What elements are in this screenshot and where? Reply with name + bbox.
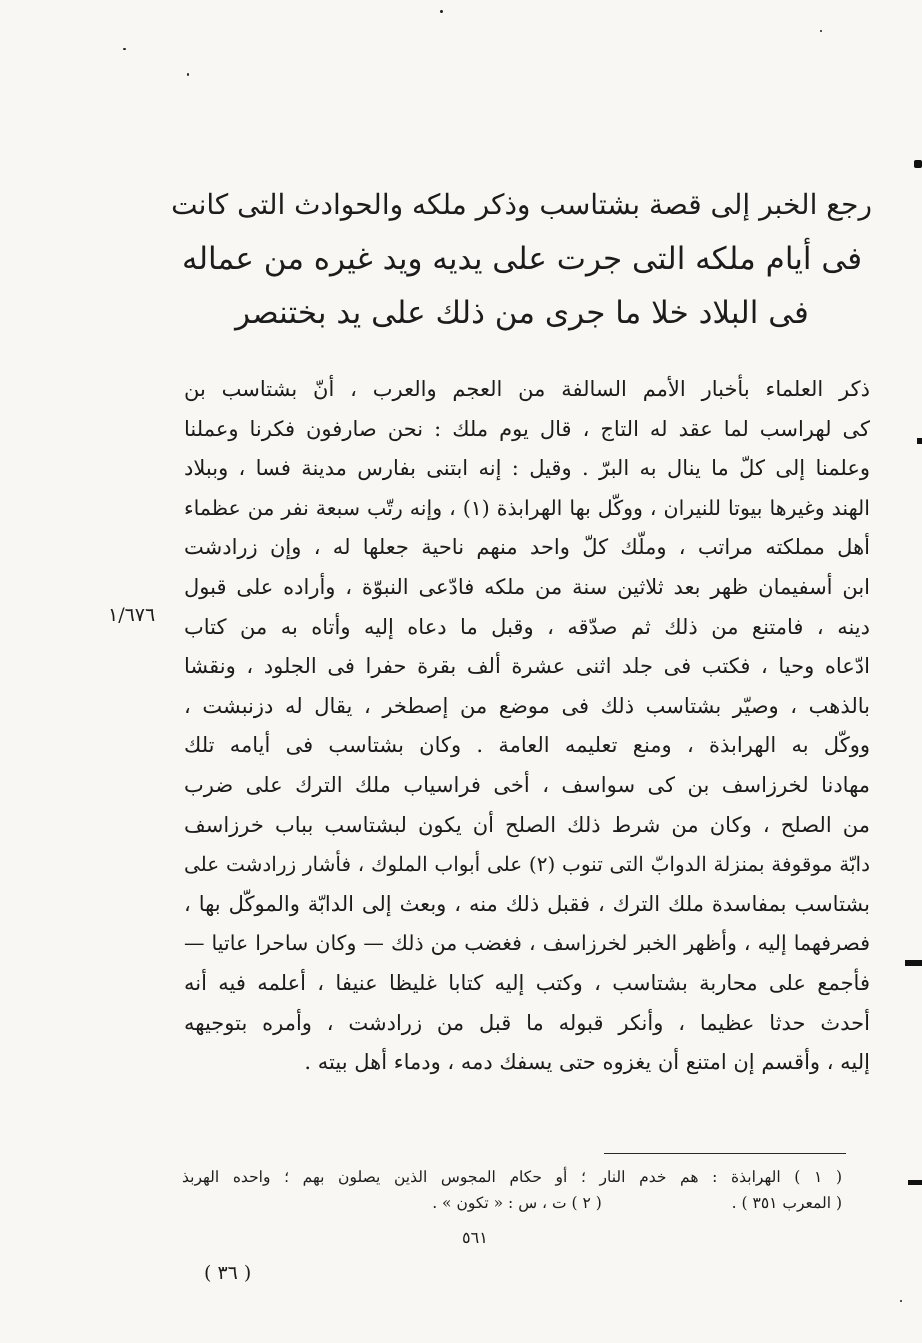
- body-text: [184, 370, 870, 1083]
- footnote-separator: [604, 1153, 846, 1154]
- body-line: فأجمع على محاربة بشتاسب ، وكتب إليه كتابا غليظا عنيفا ، أعلمه فيه أنه: [184, 970, 870, 995]
- footnotes: [182, 1164, 842, 1216]
- scan-speck: [440, 10, 443, 13]
- scan-speck: [900, 1300, 902, 1302]
- body-line: فصرفهما إليه ، وأظهر الخبر لخرزاسف ، فغضب من ذلك — وكان ساحرا عاتيا —: [184, 931, 870, 956]
- body-line: دينه ، فامتنع من ذلك ثم صدّقه ، وقبل ما دعاه إليه وأتاه به من كتاب: [184, 614, 870, 639]
- signature-mark: ( ٣٦ ): [204, 1262, 252, 1284]
- footnote-variant: ( ٢ ) ت ، س : « تكون » .: [432, 1194, 602, 1212]
- body-line: مهادنا لخرزاسف بن كى سواسف ، أخى فراسياب ملك الترك على ضرب: [184, 772, 870, 797]
- heading-line: فى البلاد خلا ما جرى من ذلك على يد بختنصر: [235, 295, 809, 331]
- edge-mark: [917, 438, 922, 444]
- body-line: أحدث حدثا عظيما ، وأنكر قبوله ما قبل من زرادشت ، وأمره بتوجيهه: [184, 1010, 870, 1035]
- heading-line: فى أيام ملكه التى جرت على يديه ويد غيره من عماله: [181, 241, 863, 277]
- scan-speck: [123, 48, 126, 50]
- edge-mark: [914, 160, 922, 168]
- body-line: ادّعاه وحيا ، فكتب فى جلد اثنى عشرة ألف بقرة حفرا فى الجلود ، ونقشا: [184, 654, 870, 679]
- page-number: ٥٦١: [462, 1228, 488, 1247]
- footnote-line: [182, 1190, 842, 1216]
- margin-reference: ١/٦٧٦: [108, 604, 156, 626]
- body-line: ووكّل به الهرابذة ، ومنع تعليمه العامة . وكان بشتاسب فى أيامه تلك: [184, 733, 870, 758]
- body-line: ذكر العلماء بأخبار الأمم السالفة من العجم والعرب ، أنّ بشتاسب بن: [184, 377, 870, 401]
- footnote-line: ( ١ ) الهرابذة : هم خدم النار ؛ أو حكام المجوس الذين يصلون بهم ؛ واحده الهربذ: [182, 1168, 842, 1186]
- body-line: أهل مملكته مراتب ، وملّك كلّ واحد منهم ناحية جعلها له ، وإن زرادشت: [184, 535, 870, 560]
- body-line: بالذهب ، وصيّر بشتاسب ذلك فى موضع من إصطخر ، يقال له دزنبشت ،: [184, 693, 870, 718]
- body-line: بشتاسب بمفاسدة ملك الترك ، فقبل ذلك منه ، وبعث إلى الدابّة والموكّل بها ،: [184, 891, 870, 916]
- footnote-source: ( المعرب ٣٥١ ) .: [731, 1194, 842, 1212]
- body-line: من الصلح ، وكان من شرط ذلك الصلح أن يكون لبشتاسب بباب خرزاسف: [184, 812, 870, 837]
- body-line: إليه ، وأقسم إن امتنع أن يغزوه حتى يسفك دمه ، ودماء أهل بيته .: [304, 1050, 870, 1075]
- body-line: كى لهراسب لما عقد له التاج ، قال يوم ملك : نحن صارفون فكرنا وعملنا: [184, 416, 870, 441]
- body-line: وعلمنا إلى كلّ ما ينال به البرّ . وقيل : إنه ابتنى بفارس مدينة فسا ، وببلاد: [184, 456, 870, 481]
- body-line: الهند وغيرها بيوتا للنيران ، ووكّل بها الهرابذة (١) ، وإنه رتّب سبعة نفر من عظماء: [184, 495, 870, 520]
- body-line: ابن أسفيمان ظهر بعد ثلاثين سنة من ملكه فادّعى النبوّة ، وأراده على قبول: [184, 574, 870, 599]
- edge-mark: [908, 1180, 922, 1185]
- body-line: دابّة موقوفة بمنزلة الدوابّ التى تنوب (٢) على أبواب الملوك ، فأشار زرادشت على: [184, 852, 870, 877]
- heading-line: رجع الخبر إلى قصة بشتاسب وذكر ملكه والحوادث التى كانت: [171, 188, 872, 221]
- chapter-heading: [172, 178, 872, 340]
- edge-mark: [905, 960, 922, 966]
- scan-speck: [820, 30, 822, 32]
- scan-speck: [187, 73, 189, 76]
